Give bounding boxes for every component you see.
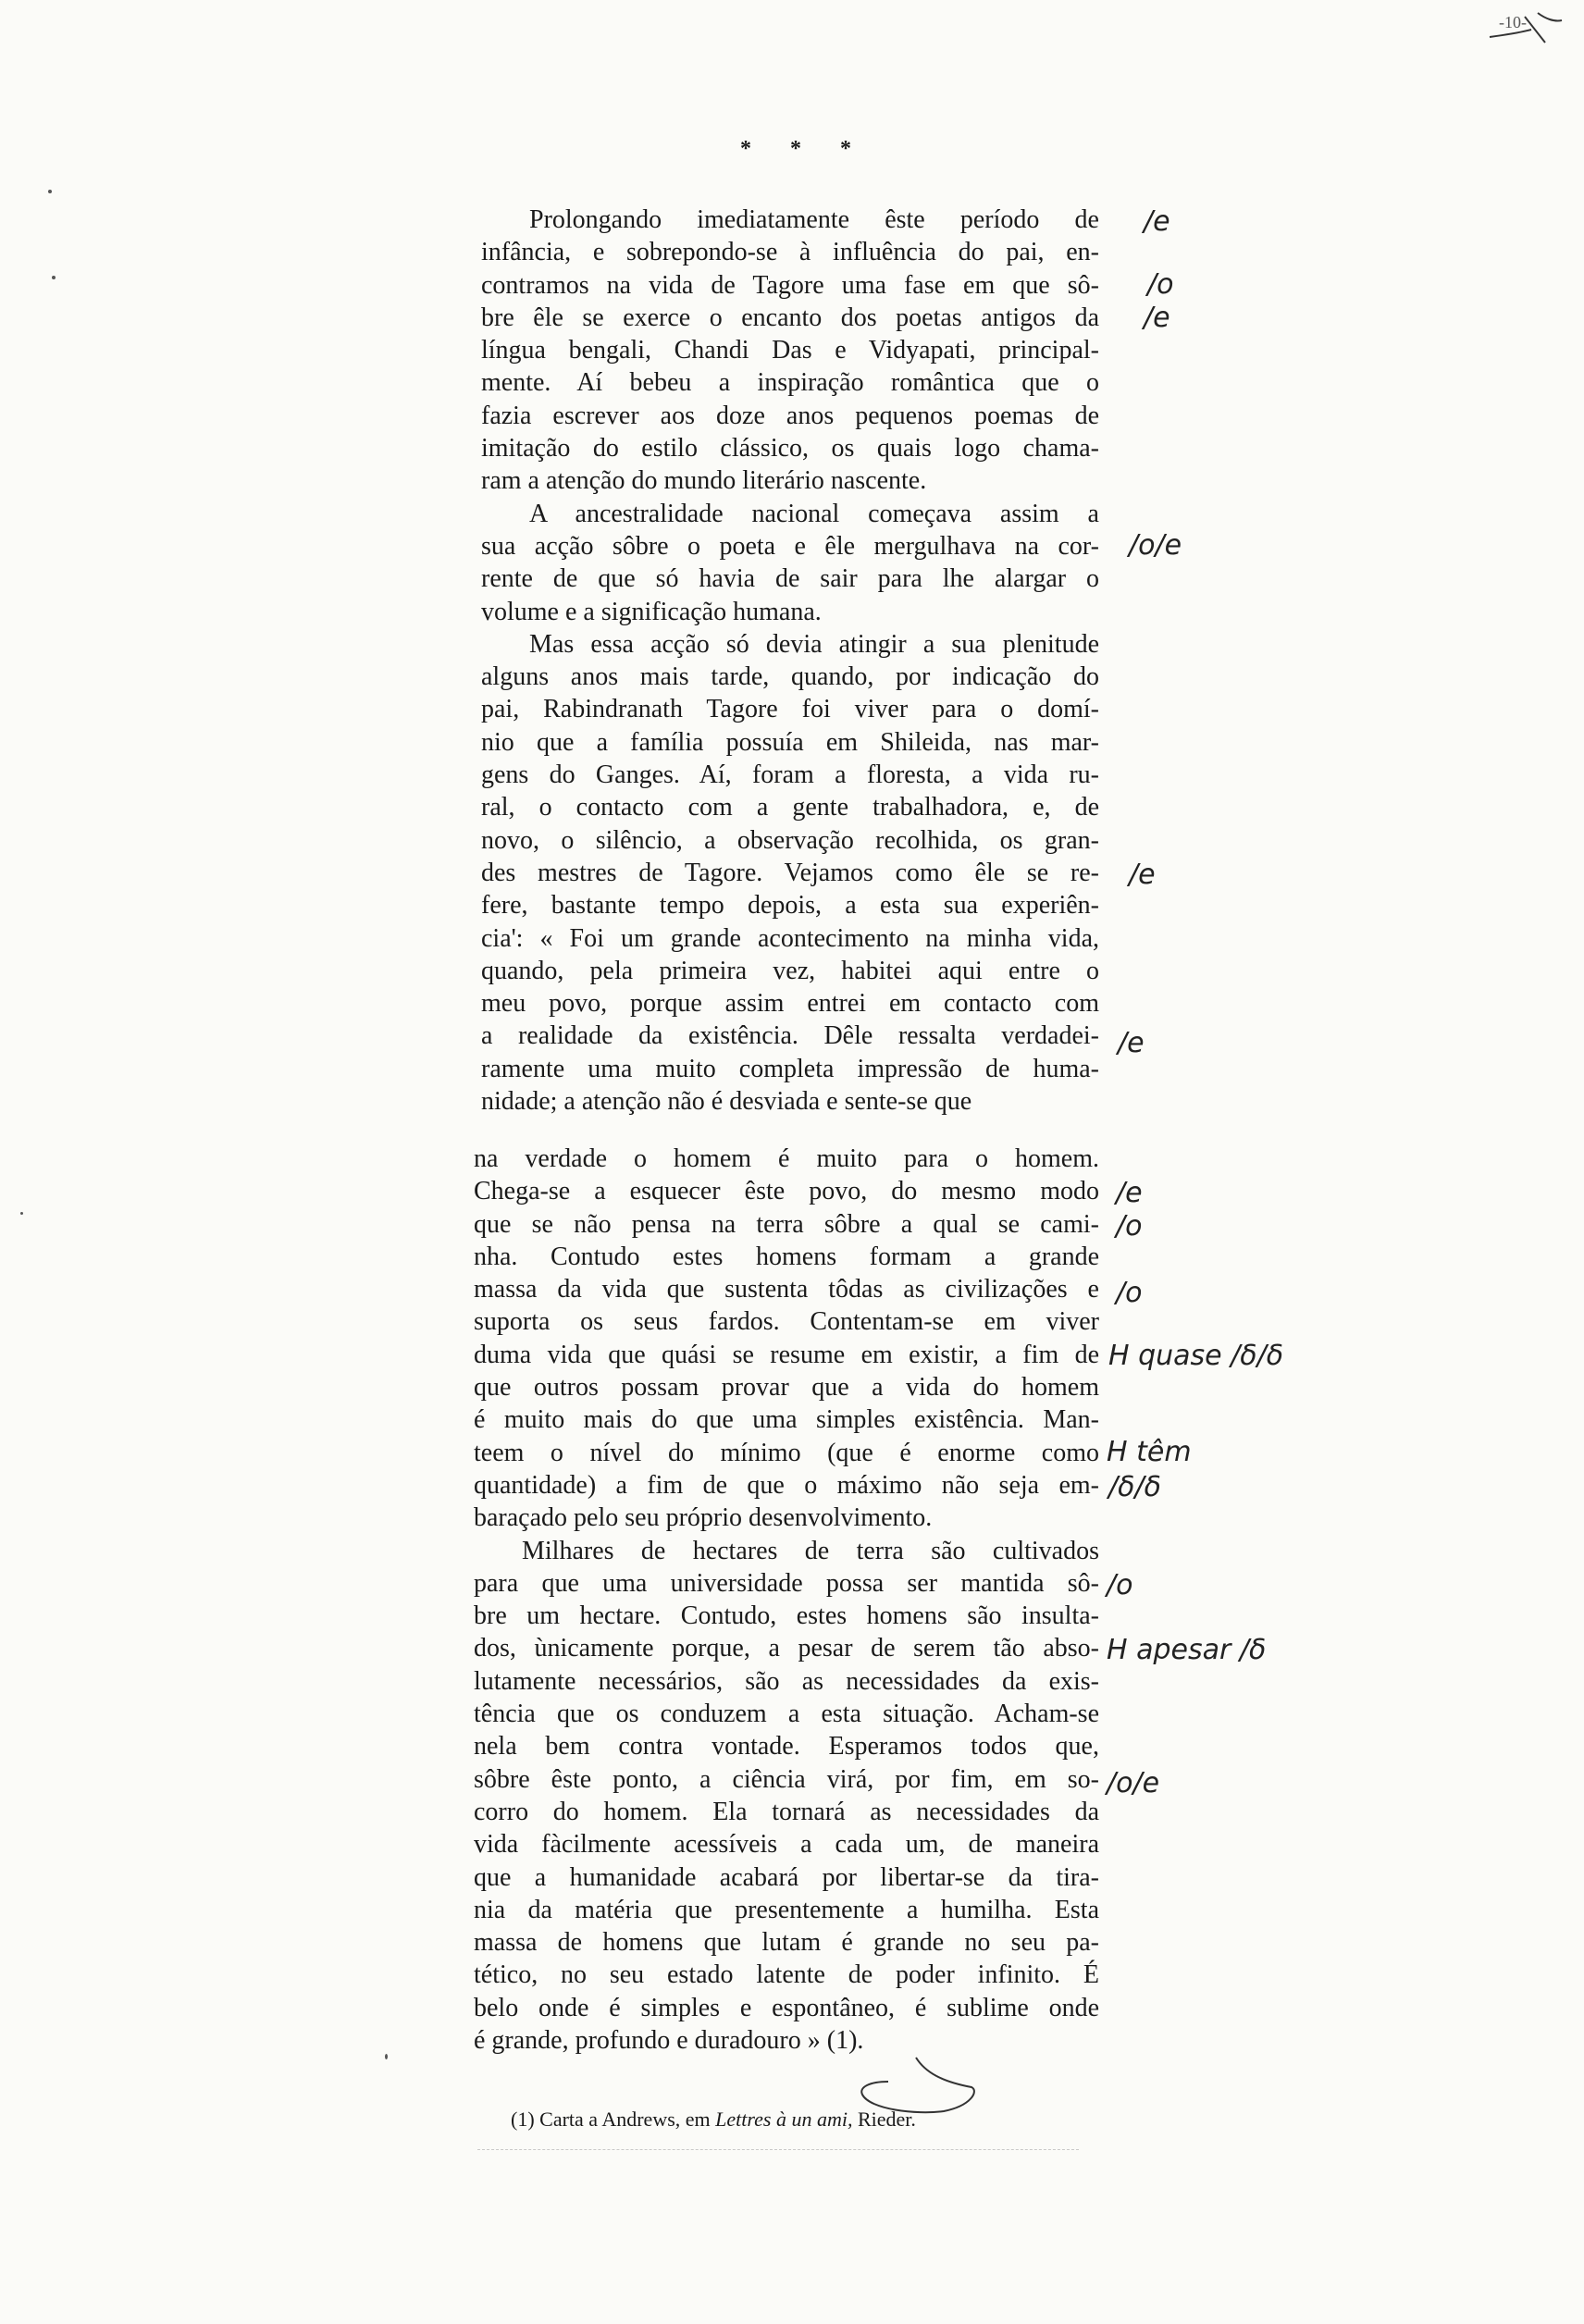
text-line: dos, ùnicamente porque, a pesar de serem tão abso- xyxy=(474,1634,1099,1663)
text-line: é grande, profundo e duradouro » (1). xyxy=(474,2026,864,2056)
text-line: teem o nível do mínimo (que é enorme como xyxy=(474,1438,1099,1467)
text-line: Milhares de hectares de terra são cultivados xyxy=(522,1536,1099,1565)
text-line: que se não pensa na terra sôbre a qual se cami- xyxy=(474,1209,1099,1239)
text-line: bre êle se exerce o encanto dos poetas antigos da xyxy=(481,303,1099,332)
margin-note: /e xyxy=(1118,1027,1145,1059)
text-line: é muito mais do que uma simples existência. Man- xyxy=(474,1405,1099,1435)
text-line: A ancestralidade nacional começava assim a xyxy=(529,499,1099,528)
text-line: cia': « Foi um grande acontecimento na minha vida, xyxy=(481,923,1099,953)
text-line: volume e a significação humana. xyxy=(481,597,822,626)
page-bottom-rule xyxy=(477,2149,1079,2151)
text-line: nia da matéria que presentemente a humilha. Esta xyxy=(474,1895,1099,1924)
text-line: sua acção sôbre o poeta e êle mergulhava na cor- xyxy=(481,531,1099,561)
footnote-publisher: Rieder. xyxy=(852,2108,916,2131)
margin-note: /e xyxy=(1116,1177,1143,1209)
text-line: des mestres de Tagore. Vejamos como êle se re- xyxy=(481,858,1099,887)
text-line: gens do Ganges. Aí, foram a floresta, a vida ru- xyxy=(481,760,1099,790)
margin-note: /o xyxy=(1147,268,1174,301)
margin-note: /e xyxy=(1144,302,1170,334)
text-line: nela bem contra vontade. Esperamos todos que, xyxy=(474,1732,1099,1762)
column-bottom xyxy=(474,1143,1099,2057)
text-line: suporta os seus fardos. Contentam-se em viver xyxy=(474,1307,1099,1337)
text-line: alguns anos mais tarde, quando, por indicação do xyxy=(481,662,1099,692)
scan-speck xyxy=(20,1212,23,1215)
scan-speck xyxy=(48,190,52,193)
text-line: massa da vida que sustenta tôdas as civilizações e xyxy=(474,1275,1099,1304)
text-line: massa de homens que lutam é grande no seu pa- xyxy=(474,1928,1099,1958)
text-line: ramente uma muito completa impressão de huma- xyxy=(481,1054,1099,1083)
text-line: que outros possam provar que a vida do homem xyxy=(474,1373,1099,1403)
text-line: tência que os conduzem a esta situação. Acham-se xyxy=(474,1700,1099,1729)
scan-speck xyxy=(52,276,56,279)
text-line: belo onde é simples e espontâneo, é sublime onde xyxy=(474,1993,1099,2022)
margin-note: H têm xyxy=(1107,1436,1192,1468)
margin-note: /o xyxy=(1116,1277,1143,1309)
text-line: meu povo, porque assim entrei em contacto com xyxy=(481,989,1099,1019)
text-line: baraçado pelo seu próprio desenvolvimento. xyxy=(474,1503,933,1533)
corner-mark-text: -10- xyxy=(1499,13,1527,31)
text-line: nio que a família possuía em Shileida, nas mar- xyxy=(481,727,1099,757)
text-line: nha. Contudo estes homens formam a grande xyxy=(474,1242,1099,1271)
footnote-book-title: Lettres à un ami, xyxy=(715,2108,853,2131)
text-line: a realidade da existência. Dêle ressalta verdadei- xyxy=(481,1021,1099,1051)
text-line: fere, bastante tempo depois, a esta sua experiên- xyxy=(481,891,1099,921)
text-line: rente de que só havia de sair para lhe alargar o xyxy=(481,564,1099,594)
margin-note: H quase /δ/δ xyxy=(1108,1340,1284,1372)
text-line: corro do homem. Ela tornará as necessidades da xyxy=(474,1797,1099,1826)
margin-note: /e xyxy=(1129,859,1156,891)
text-line: bre um hectare. Contudo, estes homens são insulta- xyxy=(474,1601,1099,1631)
text-line: que a humanidade acabará por libertar-se da tira- xyxy=(474,1862,1099,1892)
text-line: ram a atenção do mundo literário nascente. xyxy=(481,466,927,496)
text-line: quantidade) a fim de que o máximo não seja em- xyxy=(474,1470,1099,1500)
margin-note: /e xyxy=(1144,205,1170,238)
text-line: na verdade o homem é muito para o homem. xyxy=(474,1144,1099,1173)
text-line: sôbre êste ponto, a ciência virá, por fim, em so- xyxy=(474,1764,1099,1794)
text-line: contramos na vida de Tagore uma fase em que sô- xyxy=(481,270,1099,300)
text-line: vida fàcilmente acessíveis a cada um, de maneira xyxy=(474,1830,1099,1860)
text-line: ral, o contacto com a gente trabalhadora, e, de xyxy=(481,793,1099,822)
text-line: quando, pela primeira vez, habitei aqui entre o xyxy=(481,956,1099,985)
text-line: língua bengali, Chandi Das e Vidyapati, principal- xyxy=(481,336,1099,365)
margin-note: /o xyxy=(1107,1569,1133,1601)
text-line: infância, e sobrepondo-se à influência do pai, en- xyxy=(481,238,1099,267)
footnote xyxy=(511,2106,916,2133)
text-line: fazia escrever aos doze anos pequenos poemas de xyxy=(481,401,1099,430)
text-line: tético, no seu estado latente de poder infinito. É xyxy=(474,1960,1099,1990)
margin-note: /δ/δ xyxy=(1108,1471,1161,1503)
text-line: nidade; a atenção não é desviada e sente-se que xyxy=(481,1087,972,1117)
margin-note: /o xyxy=(1116,1210,1143,1242)
footnote-text: (1) Carta a Andrews, em xyxy=(511,2108,716,2131)
margin-note: /o/e xyxy=(1129,529,1182,562)
column-top xyxy=(481,204,1099,1118)
text-line: Chega-se a esquecer êste povo, do mesmo modo xyxy=(474,1177,1099,1206)
text-line: Prolongando imediatamente êste período de xyxy=(529,205,1099,234)
margin-note: H apesar /δ xyxy=(1107,1634,1267,1666)
text-line: pai, Rabindranath Tagore foi viver para o domí- xyxy=(481,695,1099,724)
margin-note: /o/e xyxy=(1107,1767,1160,1799)
scan-speck xyxy=(385,2054,388,2059)
text-line: para que uma universidade possa ser mantida sô- xyxy=(474,1568,1099,1598)
text-line: Mas essa acção só devia atingir a sua plenitude xyxy=(529,629,1099,659)
text-line: duma vida que quási se resume em existir, a fim de xyxy=(474,1340,1099,1369)
text-line: lutamente necessários, são as necessidades da exis- xyxy=(474,1666,1099,1696)
text-line: novo, o silêncio, a observação recolhida, os gran- xyxy=(481,825,1099,855)
section-separator: * * * xyxy=(740,137,868,161)
text-line: mente. Aí bebeu a inspiração romântica que o xyxy=(481,368,1099,398)
text-line: imitação do estilo clássico, os quais logo chama- xyxy=(481,434,1099,464)
